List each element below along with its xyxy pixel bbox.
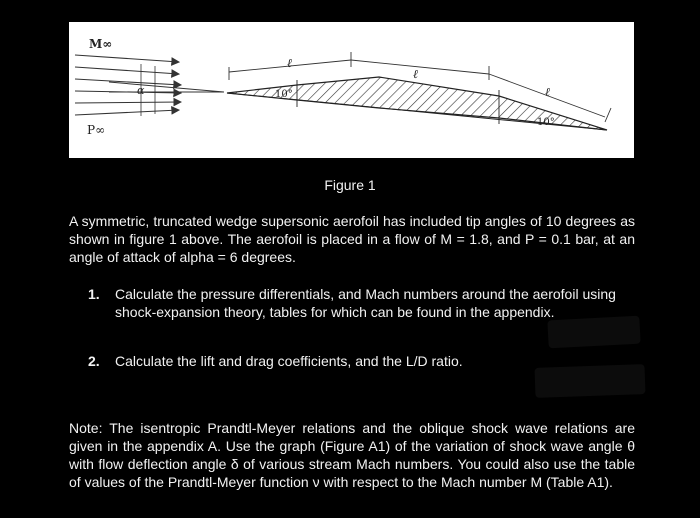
rear-angle-label: 10°: [537, 117, 555, 128]
figure-caption: Figure 1: [324, 177, 376, 193]
question-number: 2.: [88, 353, 100, 369]
length-label-2: ℓ: [413, 67, 418, 81]
length-label-1: ℓ: [287, 56, 292, 70]
freestream-arrows: [75, 55, 181, 115]
question-text: Calculate the lift and drag coefficients, and the L/D ratio.: [115, 353, 463, 369]
front-angle-label: 10°: [275, 89, 293, 100]
question-text: Calculate the pressure differentials, and Mach numbers around the aerofoil using shock-expansion theory, tables for which can be found in the appendix.: [115, 286, 616, 320]
alpha-label: α: [137, 84, 145, 97]
aerofoil-figure: [69, 22, 634, 158]
aerofoil-diagram: [69, 22, 634, 158]
redaction-mark: [547, 316, 640, 349]
p-inf-label: P∞: [87, 123, 106, 137]
redaction-mark: [535, 364, 646, 398]
angle-of-attack-lines: [109, 64, 224, 116]
note-paragraph: Note: The isentropic Prandtl-Meyer relations and the oblique shock wave relations are given in the appendix A. Use the graph (Figure A1) of the variation of shock wave angle θ with flow deflection angle δ of various stream Mach numbers. You could also use the table of values of the Prandtl-Meyer function ν with respect to the Mach number M (Table A1).: [69, 420, 635, 490]
question-1: [88, 285, 636, 321]
problem-intro: A symmetric, truncated wedge supersonic aerofoil has included tip angles of 10 degrees as shown in figure 1 above. The aerofoil is placed in a flow of M = 1.8, and P = 0.1 bar, at an angle of attack of alpha = 6 degrees.: [69, 213, 635, 265]
question-number: 1.: [88, 286, 100, 302]
length-label-3: ℓ: [545, 85, 550, 99]
mach-inf-label: M∞: [89, 37, 113, 51]
